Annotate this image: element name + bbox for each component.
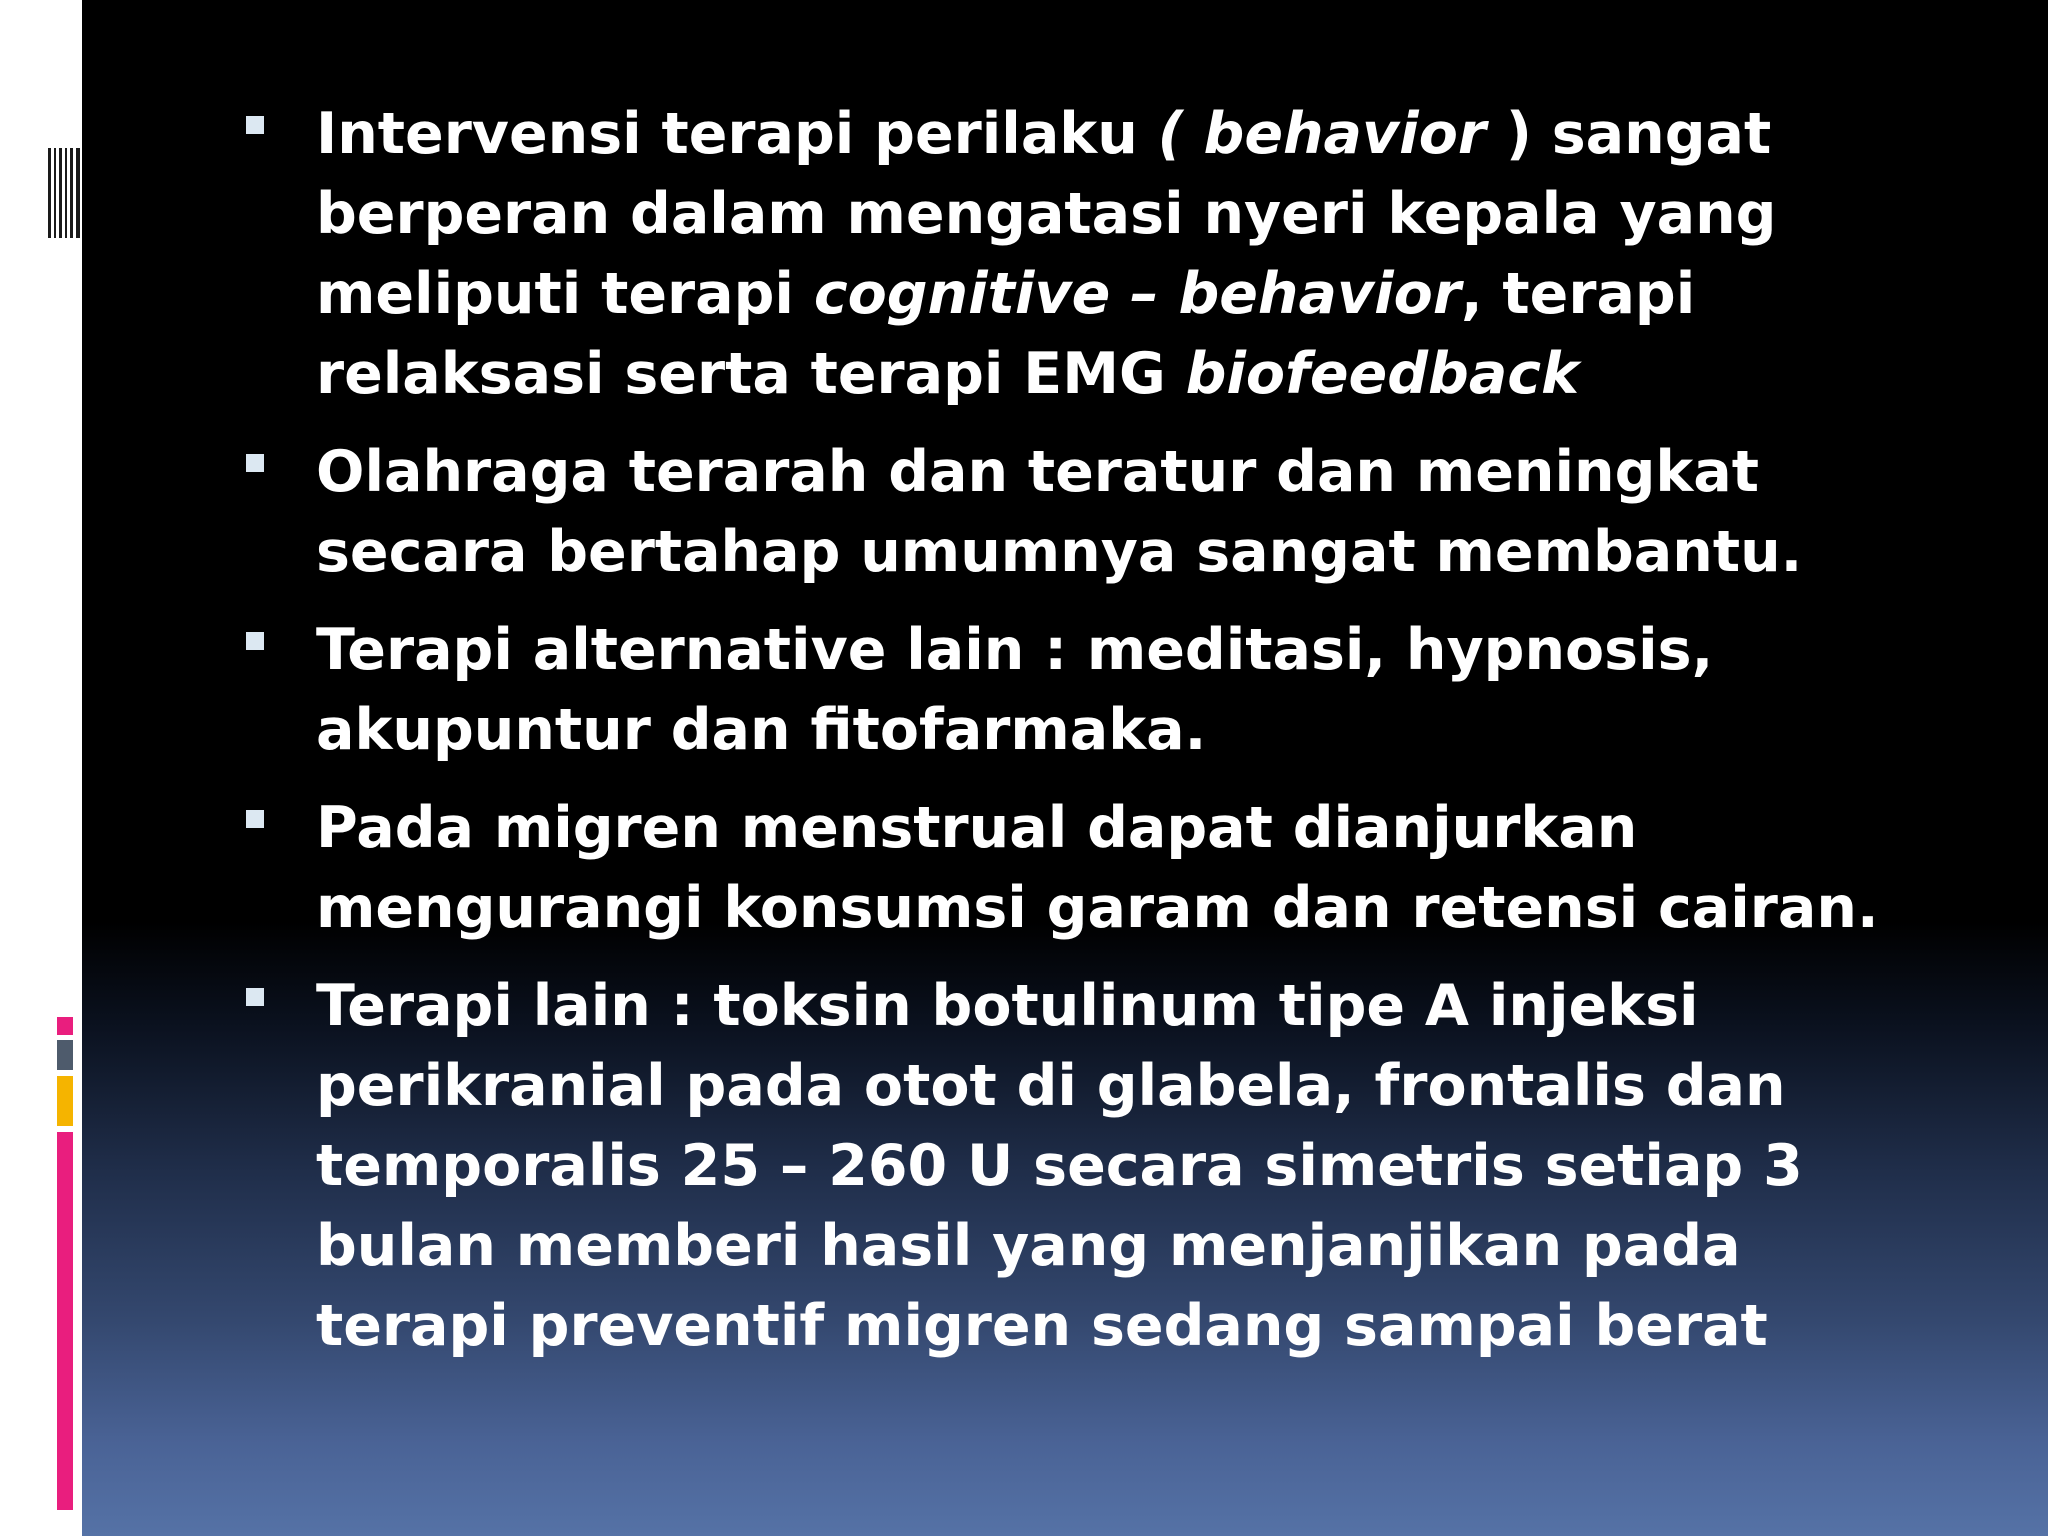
left-margin-band xyxy=(0,0,82,1536)
square-bullet-icon xyxy=(246,988,264,1006)
bullet-list xyxy=(236,94,1946,1384)
bullet-text: Terapi lain : toksin botulinum tipe A injeksi perikranial pada otot di glabela, frontalis dan temporalis 25 – 260 U secara simetris setiap 3 bulan memberi hasil yang menjanjikan pada terapi preventif migren sedang sampai berat xyxy=(316,973,1803,1359)
bullet-item xyxy=(236,610,1946,770)
bullet-text: Pada migren menstrual dapat dianjurkan mengurangi konsumsi garam dan retensi cairan. xyxy=(316,795,1879,941)
square-bullet-icon xyxy=(246,116,264,134)
bullet-item xyxy=(236,966,1946,1366)
decorative-vertical-lines xyxy=(48,148,80,238)
bullet-text: Terapi alternative lain : meditasi, hypnosis, akupuntur dan fitofarmaka. xyxy=(316,617,1714,763)
bullet-item xyxy=(236,432,1946,592)
accent-bar-pink xyxy=(57,1132,73,1510)
bullet-text: Olahraga terarah dan teratur dan meningkat secara bertahap umumnya sangat membantu. xyxy=(316,439,1803,585)
square-bullet-icon xyxy=(246,632,264,650)
bullet-item xyxy=(236,94,1946,414)
accent-bar-yellow xyxy=(57,1076,73,1126)
bullet-text: Intervensi terapi perilaku ( behavior ) sangat berperan dalam mengatasi nyeri kepala yang meliputi terapi cognitive – behavior, terapi relaksasi serta terapi EMG biofeedback xyxy=(316,101,1777,407)
bullet-item xyxy=(236,788,1946,948)
accent-bar-pink-top xyxy=(57,1017,73,1035)
accent-bar-gray xyxy=(57,1040,73,1070)
square-bullet-icon xyxy=(246,810,264,828)
square-bullet-icon xyxy=(246,454,264,472)
